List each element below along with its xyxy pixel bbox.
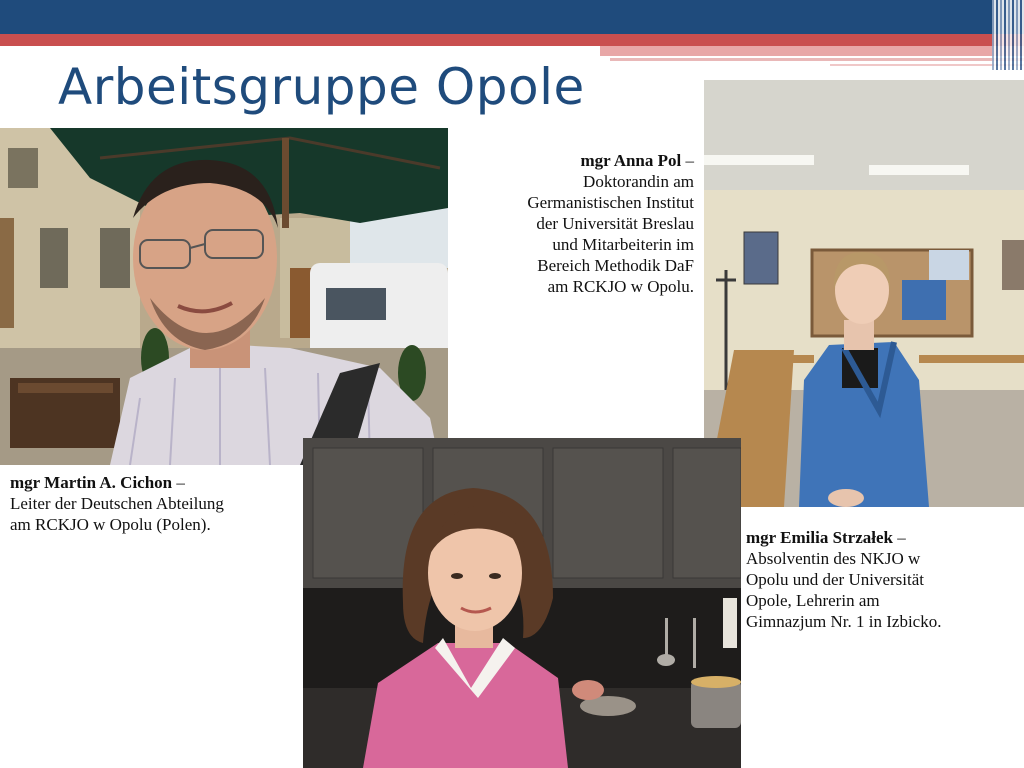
name-dash: – <box>681 151 694 170</box>
caption-line: der Universität Breslau <box>536 214 694 233</box>
caption-line: Gimnazjum Nr. 1 in Izbicko. <box>746 612 942 631</box>
photo-anna <box>303 438 741 768</box>
caption-line: Leiter der Deutschen Abteilung <box>10 494 224 513</box>
caption-martin-cichon <box>10 472 300 535</box>
person-name: mgr Martin A. Cichon <box>10 473 173 492</box>
header-band-pink <box>600 46 1024 56</box>
caption-line: Doktorandin am <box>583 172 694 191</box>
header-stripes <box>992 0 1024 70</box>
name-dash: – <box>893 528 906 547</box>
caption-anna-pol <box>458 150 694 297</box>
header-band-navy <box>0 0 1024 34</box>
caption-line: Bereich Methodik DaF <box>537 256 694 275</box>
name-dash: – <box>172 473 185 492</box>
header-band-red <box>0 34 1024 46</box>
caption-line: Opole, Lehrerin am <box>746 591 880 610</box>
photo-emilia <box>704 80 1024 507</box>
caption-line: und Mitarbeiterin im <box>552 235 694 254</box>
person-name: mgr Emilia Strzałek <box>746 528 893 547</box>
photo-martin <box>0 128 448 465</box>
caption-line: am RCKJO w Opolu (Polen). <box>10 515 211 534</box>
caption-line: am RCKJO w Opolu. <box>547 277 694 296</box>
caption-line: Germanistischen Institut <box>527 193 694 212</box>
caption-emilia-strzalek <box>746 527 1016 632</box>
header-rule <box>610 58 1024 61</box>
caption-line: Opolu und der Universität <box>746 570 924 589</box>
slide-title: Arbeitsgruppe Opole <box>58 58 585 116</box>
caption-line: Absolventin des NKJO w <box>746 549 921 568</box>
person-name: mgr Anna Pol <box>580 151 682 170</box>
